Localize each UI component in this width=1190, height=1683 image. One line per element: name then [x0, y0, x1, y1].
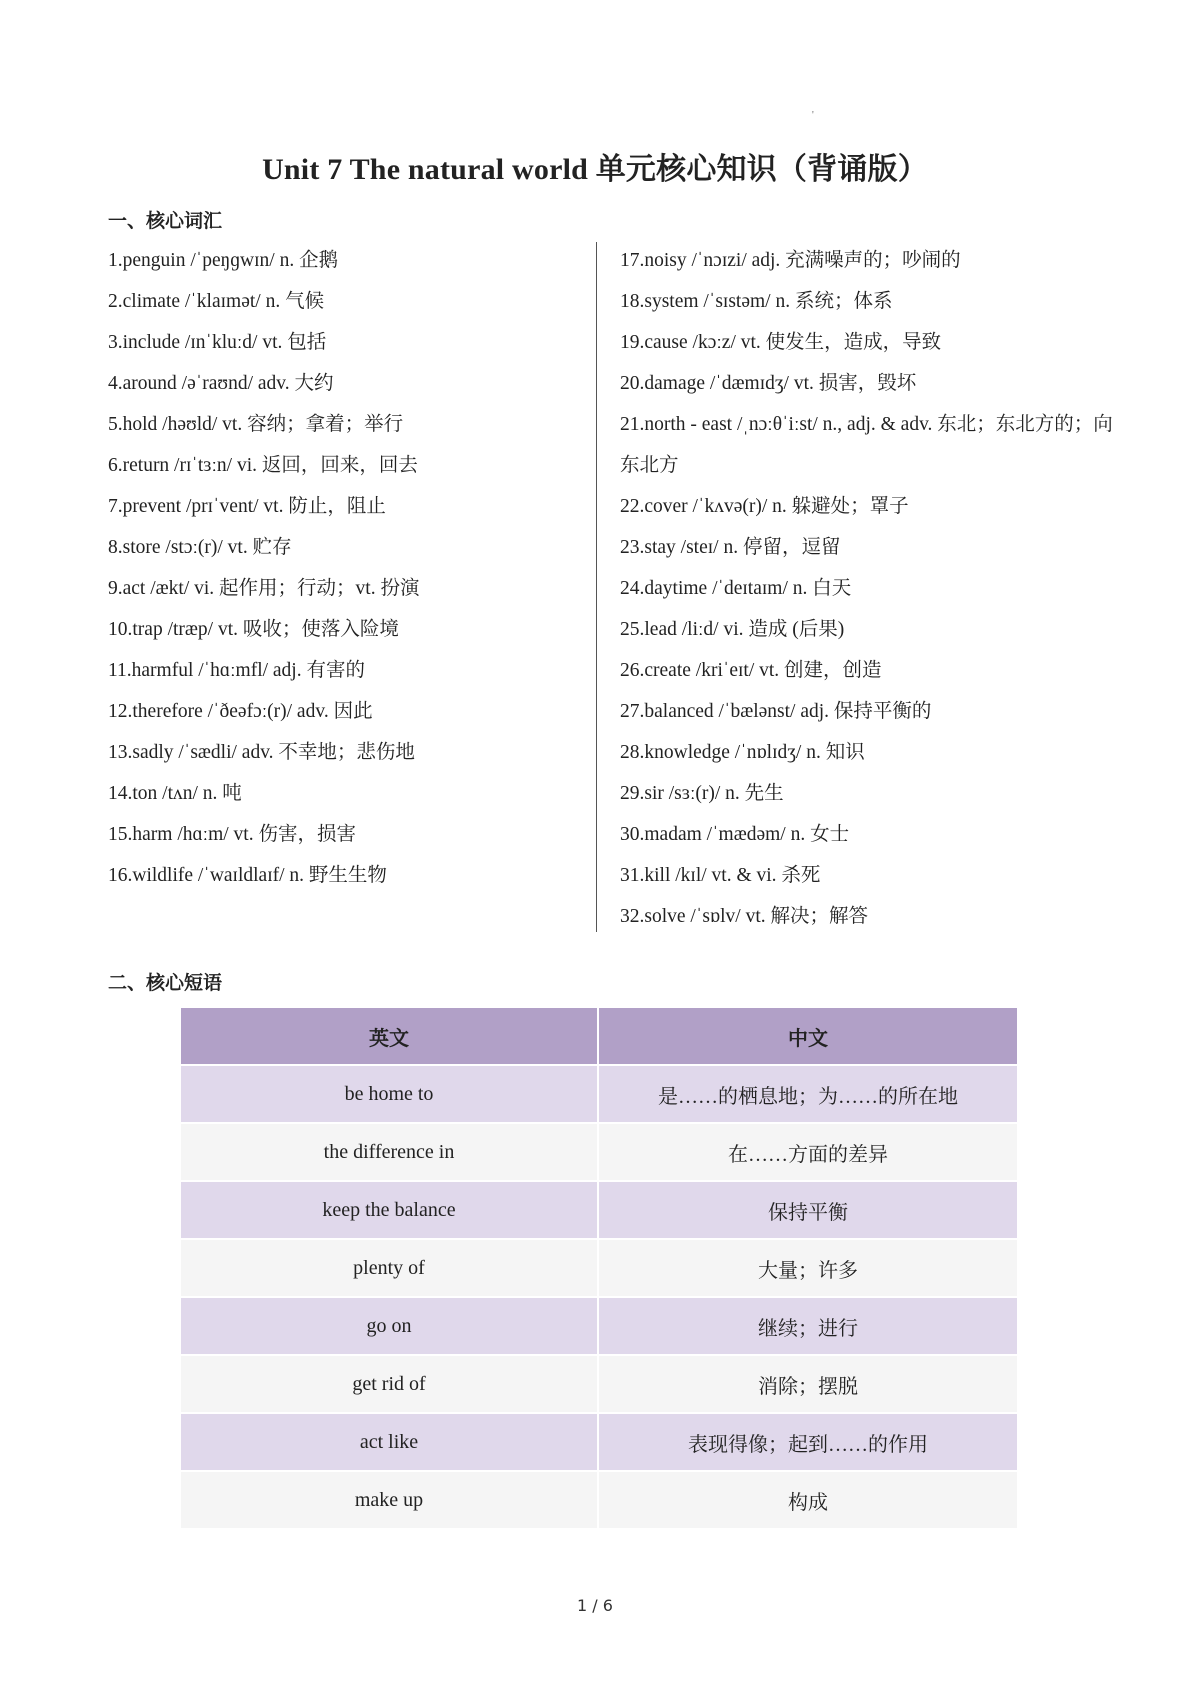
phrase-english: keep the balance — [181, 1182, 599, 1240]
phrase-english: be home to — [181, 1066, 599, 1124]
vocab-item: 30.madam /ˈmædəm/ n. 女士 — [620, 824, 850, 845]
vocab-item: 1.penguin /ˈpeŋɡwɪn/ n. 企鹅 — [108, 250, 339, 271]
table-row — [181, 1182, 1017, 1240]
vocab-item: 14.ton /tʌn/ n. 吨 — [108, 783, 242, 804]
vocab-item: 16.wildlife /ˈwaɪldlaɪf/ n. 野生生物 — [108, 865, 387, 886]
phrase-chinese: 继续；进行 — [599, 1298, 1017, 1356]
vocab-item: 11.harmful /ˈhɑːmfl/ adj. 有害的 — [108, 660, 365, 681]
vocab-item: 22.cover /ˈkʌvə(r)/ n. 躲避处；罩子 — [620, 496, 909, 517]
table-row — [181, 1298, 1017, 1356]
phrase-chinese: 保持平衡 — [599, 1182, 1017, 1240]
vocab-item: 12.therefore /ˈðeəfɔː(r)/ adv. 因此 — [108, 701, 373, 722]
vocab-item: 19.cause /kɔːz/ vt. 使发生，造成，导致 — [620, 332, 942, 353]
vocab-item: 9.act /ækt/ vi. 起作用；行动；vt. 扮演 — [108, 578, 420, 599]
phrase-chinese: 消除；摆脱 — [599, 1356, 1017, 1414]
table-row — [181, 1240, 1017, 1298]
vocab-column-left — [108, 240, 588, 896]
phrase-english: the difference in — [181, 1124, 599, 1182]
table-row — [181, 1124, 1017, 1182]
phrase-english: make up — [181, 1472, 599, 1530]
column-header-english: 英文 — [181, 1008, 599, 1066]
vocab-item: 23.stay /steɪ/ n. 停留，逗留 — [620, 537, 841, 558]
vocab-item: 26.create /kriˈeɪt/ vt. 创建，创造 — [620, 660, 882, 681]
vocab-item: 10.trap /træp/ vt. 吸收；使落入险境 — [108, 619, 399, 640]
vocab-item: 32.solve /ˈsɒlv/ vt. 解决；解答 — [620, 906, 868, 927]
phrase-english: go on — [181, 1298, 599, 1356]
vocab-item: 21.north - east /ˌnɔːθˈiːst/ n., adj. & adv. 东北；东北方的；向东北方 — [620, 414, 1113, 476]
phrase-english: act like — [181, 1414, 599, 1472]
vocab-item: 6.return /rɪˈtɜːn/ vi. 返回，回来，回去 — [108, 455, 418, 476]
vocab-item: 27.balanced /ˈbælənst/ adj. 保持平衡的 — [620, 701, 932, 722]
vocab-item: 8.store /stɔː(r)/ vt. 贮存 — [108, 537, 292, 558]
phrase-chinese: 在……方面的差异 — [599, 1124, 1017, 1182]
vocab-item: 15.harm /hɑːm/ vt. 伤害，损害 — [108, 824, 356, 845]
vocab-item: 3.include /ɪnˈkluːd/ vt. 包括 — [108, 332, 327, 353]
phrase-chinese: 表现得像；起到……的作用 — [599, 1414, 1017, 1472]
column-header-chinese: 中文 — [599, 1008, 1017, 1066]
vocab-column-right — [620, 240, 1130, 937]
phrase-chinese: 构成 — [599, 1472, 1017, 1530]
phrases-table — [181, 1008, 1017, 1530]
section-heading-phrases: 二、核心短语 — [108, 972, 223, 994]
phrase-chinese: 大量；许多 — [599, 1240, 1017, 1298]
vocab-item: 5.hold /həʊld/ vt. 容纳；拿着；举行 — [108, 414, 404, 435]
page-mark: ' — [812, 110, 814, 121]
table-row — [181, 1472, 1017, 1530]
table-row — [181, 1414, 1017, 1472]
phrase-english: get rid of — [181, 1356, 599, 1414]
vocab-item: 29.sir /sɜː(r)/ n. 先生 — [620, 783, 784, 804]
vocab-item: 7.prevent /prɪˈvent/ vt. 防止，阻止 — [108, 496, 386, 517]
vocab-item: 24.daytime /ˈdeɪtaɪm/ n. 白天 — [620, 578, 852, 599]
table-row — [181, 1066, 1017, 1124]
vocab-item: 25.lead /liːd/ vi. 造成 (后果) — [620, 619, 845, 640]
vocab-item: 2.climate /ˈklaɪmət/ n. 气候 — [108, 291, 325, 312]
vocab-item: 17.noisy /ˈnɔɪzi/ adj. 充满噪声的；吵闹的 — [620, 250, 961, 271]
section-heading-vocabulary: 一、核心词汇 — [108, 210, 223, 232]
table-header-row — [181, 1008, 1017, 1066]
vocab-item: 4.around /əˈraʊnd/ adv. 大约 — [108, 373, 334, 394]
phrase-english: plenty of — [181, 1240, 599, 1298]
vocab-item: 31.kill /kɪl/ vt. & vi. 杀死 — [620, 865, 821, 886]
vocab-item: 28.knowledge /ˈnɒlɪdʒ/ n. 知识 — [620, 742, 865, 763]
vocab-item: 20.damage /ˈdæmɪdʒ/ vt. 损害，毁坏 — [620, 373, 917, 394]
table-row — [181, 1356, 1017, 1414]
phrase-chinese: 是……的栖息地；为……的所在地 — [599, 1066, 1017, 1124]
vocab-item: 18.system /ˈsɪstəm/ n. 系统；体系 — [620, 291, 893, 312]
page-title: Unit 7 The natural world 单元核心知识（背诵版） — [262, 153, 928, 186]
vocab-item: 13.sadly /ˈsædli/ adv. 不幸地；悲伤地 — [108, 742, 415, 763]
page-number: 1 / 6 — [577, 1596, 613, 1615]
column-divider — [596, 242, 597, 932]
